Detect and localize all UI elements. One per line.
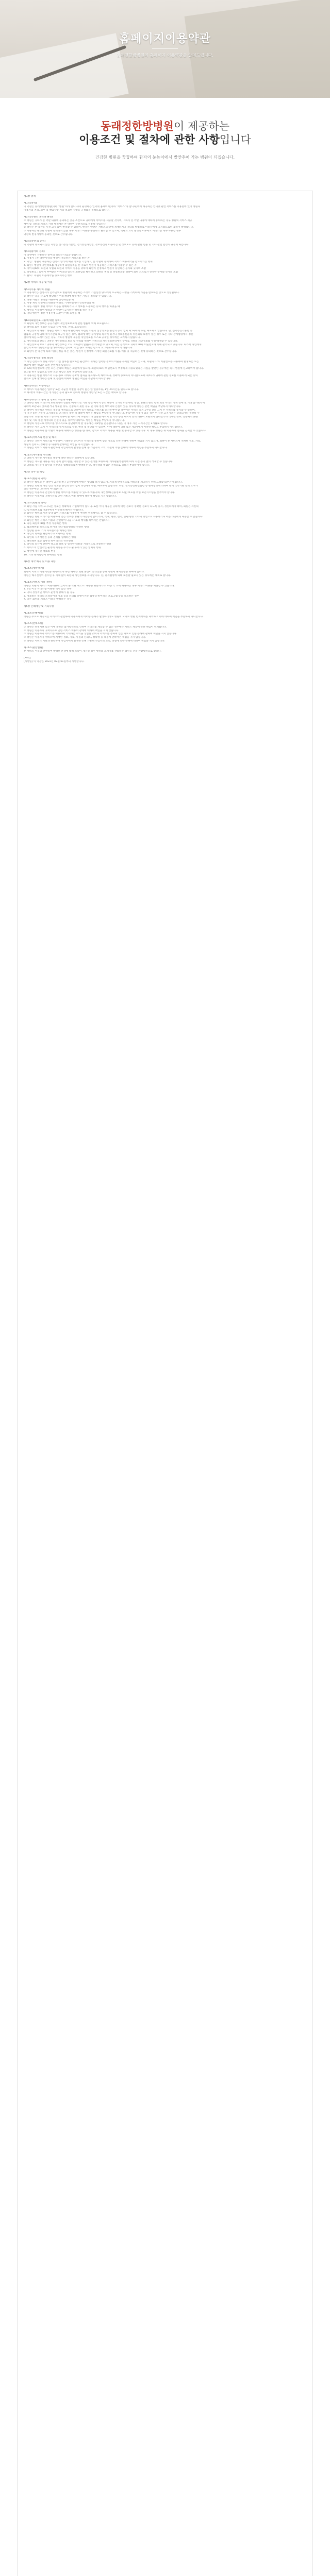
- terms-line: 8. 서비스의 안전적인 운영에 지장을 주거나 줄 우려가 있는 일체의 행위: [24, 547, 101, 550]
- terms-line: ④ 병원은 이용자가 서비스에 게재한 정보, 자료, 사실의 신뢰도, 정확성 등 내용에 관하여는 책임을 지지 않습니다.: [24, 636, 146, 639]
- terms-line: ① 귀하가 게시한 게시물의 내용에 대한 권리는 귀하에게 있습니다.: [24, 457, 95, 460]
- terms-line: ③ 병원은 이용자가 서비스를 이용하여 기대하는 수익을 상실한 것이나 서비스를 통하여 얻은 자료로 인한 손해에 관하여 책임을 지지 않습니다.: [24, 633, 177, 636]
- terms-spacer: [24, 450, 306, 454]
- terms-line: 이용자의 권리, 의무 및 책임사항 기타 필요한 사항을 규정함을 목적으로 합니다.: [24, 209, 110, 212]
- intro-description: 건강한 병원을 꿈꿉하여 환자의 눈높이에서 발맞추어 가는 병원이 되겠습니다.: [95, 155, 235, 160]
- terms-line: ② 병원은 이용자의 귀책사유로 인한 서비스 이용의 장애에 대하여 책임을 지지 않습니다.: [24, 629, 119, 632]
- terms-line: ① 서비스 이용시간은 업무상 또는 기술상 특별한 지장이 없는 한 연중무휴, 1일 24시간을 원칙으로 합니다.: [24, 388, 139, 391]
- terms-line: 5. 타인의 지적재산권 등의 권리를 침해하는 행위: [24, 536, 76, 539]
- terms-spacer: [24, 467, 306, 471]
- terms-line: ④ 병원은 이용자의 귀책사유로 인한 서비스 이용 장애에 대하여 책임을 지지 않습니다.: [24, 495, 117, 498]
- terms-line: ③ 병원의 사정으로 서비스를 영구적으로 중단하여야 할 경우에는 제2항을 준용합니다. 다만, 이 경우 사전 고지기간은 1개월로 합니다.: [24, 422, 169, 426]
- page-subtitle: 동래전한방병원의 홈페이지 이용약관을 알려드립니다.: [117, 53, 213, 58]
- terms-line: 7. 타인의 의사에 반하여 광고성 정보 등 일정한 내용을 지속적으로 전송하는 행위: [24, 543, 111, 546]
- terms-line: 의하여 보관되지 못하였거나 삭제된 경우, 전송되지 못한 경우 및 기타 통신 데이터의 손실이 있을 경우에 병원은 관련 책임을 부담하지 아니합니다.: [24, 405, 182, 408]
- hero-banner: [0, 0, 330, 98]
- terms-spacer: [24, 474, 306, 478]
- terms-line: ④ 병원은 사전 고지 후 서비스를 일시적으로 수정, 변경 및 중단할 수 있으며, 이에 대하여 귀하 또는 제3자에게 어떠한 책임도 부담하지 아니합니다.: [24, 426, 183, 429]
- terms-line: 절차에 따른 요청이 있는 경우, 귀하가 병원에 제공한 개인정보를 스스로 공개한 경우에는 그러하지 않습니다.: [24, 336, 141, 340]
- terms-heading: 제1장 총칙: [24, 195, 36, 198]
- terms-line: 신고를 하지 않음으로 인한 모든 책임은 회원 본인에게 있습니다.: [24, 371, 93, 374]
- terms-line: 1. 다른 사람의 명의를 사용하여 신청하였을 때: [24, 298, 74, 301]
- terms-spacer: [24, 578, 306, 581]
- terms-heading: 제9조(서비스의 중지 및 정보의 저장과 사용): [24, 398, 72, 401]
- terms-spacer: [24, 602, 306, 605]
- intro-heading-line1-rest: 이 제공하는: [173, 120, 230, 132]
- intro-section: [0, 98, 330, 191]
- terms-spacer: [24, 643, 306, 647]
- terms-line: 2. 기타 정상적인 서비스 운영에 방해가 될 경우: [24, 591, 75, 595]
- terms-heading: 제18조(관할법원): [24, 647, 43, 650]
- terms-spacer: [24, 212, 306, 216]
- terms-line: 4. 타인의 명예를 훼손하거나 모욕하는 행위: [24, 533, 71, 536]
- terms-line: 6. 탈퇴 : 회원이 이용계약을 종료시키는 행위: [24, 274, 73, 277]
- terms-line: 4. 아이디(ID) : 회원의 식별과 회원의 서비스 이용을 위하여 회원이 선정하고 병원이 승인하는 문자와 숫자의 조합: [24, 267, 146, 270]
- terms-spacer: [24, 395, 306, 399]
- terms-line: ① 이용계약은 신청자가 온라인으로 병원에서 제공하는 소정의 가입신청 양식에서 요구하는 사항을 기록하여 가입을 완료하는 것으로 성립됩니다.: [24, 292, 180, 295]
- terms-spacer: [24, 354, 306, 358]
- terms-line: ① 병원은 천재지변 또는 이에 준하는 불가항력으로 인하여 서비스를 제공할 수 없는 경우에는 서비스 제공에 관한 책임이 면제됩니다.: [24, 625, 167, 629]
- terms-line: 본인의 ID와 비밀번호를 알려주어서는 안되며, 작업 종료 시에는 반드시 로그아웃 해 주시기 바랍니다.: [24, 347, 133, 350]
- terms-line: 법률의 규정에 의해 국가기관의 요구가 있는 경우, 범죄에 대한 수사상의 목적이 있거나 정보통신윤리 위원회의 요청이 있는 경우 또는 기타 관계법령에서 정한: [24, 333, 193, 336]
- terms-heading: 제4장 계약 해지 및 이용 제한: [24, 560, 56, 563]
- terms-spacer: [24, 236, 306, 240]
- terms-line: 2. 개인정보의 관리 : 귀하는 개인정보의 보호 및 관리를 위하여 서비스의 개인정보관리에서 수시로 귀하의 개인정보를 수정/삭제할 수 있습니다.: [24, 340, 178, 343]
- terms-heading: 제17조(면책조항): [24, 622, 43, 625]
- terms-line: 1. 2년 이상 서비스를 이용한 적이 없는 경우: [24, 588, 72, 591]
- terms-line: 사실의 신뢰도, 정확성 등 내용에 관하여는 책임을 지지 않습니다.: [24, 443, 94, 446]
- terms-line: 4. 병원을 이용하여 법령과 본 약관이 금지하는 행위를 하는 경우: [24, 309, 93, 312]
- terms-line: ③ 이용자는 변경된 약관에 동의하지 않을 경우 서비스 이용을 중단하고 탈퇴할 수 있으며, 약관의 효력 발생일 이후에도 서비스를 계속 사용할 경우: [24, 229, 182, 232]
- title-divider: [152, 48, 178, 49]
- terms-line: ① 귀하는 병원 서비스에 보관되거나 전달된 메시지 및 기타 통신 메시지 등의 내용이 국가의 비상사태, 정전, 병원의 관리 범위 외의 서비스 설비 장애 및 기타 불가항력에: [24, 402, 205, 405]
- terms-line: ③ 회원이 본 약관에 따라 이용신청을 하는 것은, 병원이 신청서에 기재된 회원정보를 수집, 이용 및 제공하는 것에 동의하는 것으로 간주됩니다.: [24, 350, 177, 353]
- intro-heading-line2: [0, 133, 330, 146]
- terms-line: ② 제1항의 이용시간은 정기점검 등의 필요로 인하여 병원이 정한 날 또는 시간은 예외로 합니다.: [24, 392, 127, 395]
- hospital-name: 동래정한방병원: [100, 120, 174, 132]
- terms-heading: 제16조(손해배상): [24, 612, 43, 615]
- terms-heading: 제3조(약관 외 준칙): [24, 240, 46, 243]
- terms-line: 3. 선량한 풍속, 기타 사회질서를 해하는 행위: [24, 529, 73, 532]
- terms-spacer: [24, 278, 306, 282]
- terms-line: ③ 이용자는 병원 서비스의 사용 종료 시마다 정확히 접속을 종료하도록 해야 하며, 정확히 종료하지 아니함으로써 제3자가 귀하에 관한 정보를 이용하게 되는 등의: [24, 374, 198, 377]
- terms-line: 행위 및 귀하의 서비스 사용 행위에는 본 약관이 우선적으로 적용될 것입니다.: [24, 223, 107, 226]
- terms-heading: 제5조(이용 계약의 성립): [24, 288, 51, 291]
- terms-line: 결과에 대한 책임은 회원 본인에게 있습니다.: [24, 364, 72, 367]
- terms-line: 3. 회원 : 병원에 개인정보를 제공하여 회원등록을 한 자로서 병원이 제공하는 서비스를 이용할 수 있는 자: [24, 264, 137, 267]
- terms-line: 10. 기타 관계법령에 위배되는 행위: [24, 553, 62, 556]
- terms-spacer: [24, 247, 306, 250]
- terms-line: ⑤ 병원은 서비스 이용과 관련하여 가입자에게 발생한 손해 가운데 가입자의 고의, 과실에 의한 손해에 대하여 책임을 지지 않습니다.: [24, 639, 166, 642]
- terms-line: 이 약관에서 사용하는 용어의 정의는 다음과 같습니다.: [24, 253, 82, 257]
- terms-heading: 제2조(약관의 효력과 변경): [24, 216, 53, 219]
- terms-line: ② 회원은 병원의 사전 승낙 없이 서비스를 이용하여 어떠한 영리행위도 할 수 없습니다.: [24, 512, 118, 515]
- terms-line: 1. 이용자 : 본 약관에 따라 병원이 제공하는 서비스를 받는 자: [24, 257, 90, 260]
- terms-line: 6. 해킹행위 또는 컴퓨터 바이러스의 유포행위: [24, 539, 73, 543]
- terms-line: ② 병원은 다음 각 호에 해당하는 이용계약에 대하여는 가입을 취소할 수 있습니다.: [24, 295, 112, 298]
- terms-line: 결과로 인해 발생하는 손해 및 손실에 대하여 병원은 책임을 부담하지 아니합니다.: [24, 378, 111, 381]
- terms-line: (시행일) 이 약관은 2022년 09월 01일부터 시행합니다.: [24, 660, 85, 663]
- terms-heading: 제5장 손해배상 및 기타사항: [24, 605, 54, 608]
- terms-line: ① 병원은 귀하가 서비스를 이용하여 기대하는 손익이나 서비스를 통하여 얻은 자료로 인한 손해에 관하여 책임을 지지 않으며, 회원이 본 서비스에 게재한 정보, 자료,: [24, 439, 201, 443]
- terms-content-box[interactable]: [17, 191, 313, 2576]
- terms-heading: 제14조(계약 해지): [24, 567, 44, 570]
- terms-line: 4. 다른 회원의 서비스 이용을 방해하는 경우: [24, 598, 72, 601]
- terms-line: 있는 경우에는 그러하지 아니합니다.: [24, 488, 63, 491]
- terms-line: ② ID와 비밀번호에 관한 모든 관리의 책임은 회원에게 있으며, 회원의 ID나 비밀번호가 부정하게 사용되었다는 사실을 발견한 경우에는 즉시 병원에 신고하여야 합니다.: [24, 367, 204, 370]
- terms-line: 이 약관에 명시되지 않은 사항은 전기통신기본법, 전기통신사업법, 정보통신망 이용촉진 및 정보보호 등에 관한 법률 및 기타 관련 법령의 규정에 따릅니다.: [24, 243, 189, 246]
- terms-line: 경우 및 기타 통신 데이터의 손실이 있을 경우에 대하여도 병원은 책임을 부담하지 아니합니다.: [24, 419, 125, 422]
- terms-heading: 제15조(서비스 이용 제한): [24, 581, 52, 584]
- terms-line: ③ 귀하의 게시물이 타인의 저작권을 침해함으로써 발생하는 민, 형사상의 책임은 전적으로 귀하가 부담하여야 합니다.: [24, 464, 150, 467]
- terms-line: 3. 개인정보의 보호 : 귀하의 개인정보는 오직 귀하만이 열람/수정/삭제할 수 있으며, 이는 전적으로 귀하의 ID와 비밀번호에 의해 관리되고 있습니다. 따라서 타인에게: [24, 343, 202, 346]
- terms-heading: 제3장 의무 및 책임: [24, 471, 45, 473]
- terms-line: 이 기간 동안 귀하가 고지내용을 인지하지 못한 데 대하여 병원은 책임을 부담하지 아니합니다. 부득이한 사정이 있을 경우 위 사전 고지기간은 감축되거나 생략될 수: [24, 412, 200, 415]
- terms-line: ② 병원이 정상적인 서비스 제공의 어려움으로 인하여 일시적으로 서비스를 중지하여야 할 경우에는 서비스 중지 1주일 전의 고지 후 서비스를 중지할 수 있으며,: [24, 409, 195, 412]
- terms-line: 1. 다른 회원의 ID를 부정 사용하는 행위: [24, 522, 67, 526]
- terms-spacer: [24, 564, 306, 568]
- terms-spacer: [24, 499, 306, 502]
- terms-spacer: [24, 199, 306, 202]
- terms-line: ① 회원의 개인정보는 공공기관의 개인정보보호에 관한 법률에 의해 보호됩니다.: [24, 323, 110, 326]
- terms-spacer: [24, 381, 306, 385]
- terms-heading: 제6조(회원정보 사용에 대한 동의): [24, 319, 61, 322]
- terms-line: ① 병원은 귀하가 본 약관 내용에 동의하는 것을 조건으로 귀하에게 서비스를 제공할 것이며, 귀하가 본 약관 내용에 대하여 동의하는 경우 병원의 서비스 제공: [24, 219, 192, 222]
- terms-line: 이 약관은 동래정한방병원(이하 "병원"이라 합니다)이 운영하는 인터넷 홈페이지(이하 "서비스"라 합니다)에서 제공하는 인터넷 관련 서비스를 이용함에 있어 병원과: [24, 206, 200, 209]
- terms-spacer: [24, 653, 306, 657]
- terms-line: 회원이 서비스 이용계약을 해지하고자 하는 때에는 회원 본인이 온라인을 통해 병원에 해지신청을 하여야 합니다.: [24, 570, 145, 573]
- terms-line: 병원은 무료로 제공되는 서비스와 관련하여 이용자에게 어떠한 손해가 발생하더라도 병원이 고의로 행한 범죄행위를 제외하고 이에 대하여 책임을 부담하지 아니합니다.: [24, 615, 204, 618]
- terms-heading: 제10조(서비스의 변경 및 해지): [24, 436, 58, 439]
- terms-line: 병원은 해지신청이 접수된 후 지체 없이 회원의 개인정보를 파기합니다. 단, 관계법령에 의해 보존할 필요가 있는 경우에는 예외로 합니다.: [24, 574, 171, 577]
- terms-heading: 제11조(게시물의 저작권): [24, 453, 52, 456]
- terms-line: ② 병원은 서비스 이용과 관련하여 가입자에게 발생한 손해 중 가입자의 고의, 과실에 의한 손해에 대하여 책임을 부담하지 아니합니다.: [24, 447, 168, 450]
- terms-line: ① 회원 가입 시에 요구되는 정보는 정확하게 기입하여야 합니다. 또한 이미 제공된 귀하에 대한 정보가 정확한 정보가 되도록 유지, 갱신하여야 하며, 회원은 자신의: [24, 505, 199, 508]
- terms-heading: 제4조(용어의 정의): [24, 250, 45, 253]
- intro-heading-line2-rest: 입니다: [219, 133, 251, 146]
- terms-line: ② 병원은 회원의 개인 신상 정보를 본인의 승낙 없이 타인에게 누설, 배포하지 않습니다. 다만, 전기통신관련법령 등 관계법령에 의하여 관계 국가기관 등의 요구가: [24, 484, 198, 487]
- page-title: 홈페이지이용약관: [119, 32, 211, 45]
- terms-spacer: [24, 433, 306, 436]
- terms-line: 있습니다. 또한 위 서비스 중지에 의하여 본 서비스에 보관되거나 전달된 메시지 및 기타 통신 메시지 등의 내용이 보관되지 못하였거나 삭제된 경우, 전송되지 못한: [24, 416, 198, 418]
- terms-spacer: [24, 619, 306, 623]
- terms-line: 5. 비밀번호 : 회원이 부여받은 아이디와 일치된 회원임을 확인하고 회원의 권익 및 비밀보호를 위하여 회원 스스로가 선정한 문자와 숫자의 조합: [24, 271, 178, 274]
- terms-heading: 제7조(사용자의 정보 보안): [24, 357, 53, 360]
- terms-heading: 제1조(목적): [24, 202, 37, 205]
- intro-heading-line1: [0, 120, 330, 133]
- terms-heading: [부칙]: [24, 657, 31, 660]
- terms-line: ② 병원은 본 약관을 사전 고지 없이 변경할 수 있으며, 변경된 약관은 서비스 화면에 게재하거나 기타의 방법으로 이용자에게 공지함으로써 효력이 발생합니다.: [24, 226, 194, 229]
- terms-line: ① 가입 신청자가 병원 서비스 가입 절차를 완료하는 순간부터 귀하는 입력한 정보의 비밀을 유지할 책임이 있으며, 회원의 ID와 비밀번호를 사용하여 발생하는 모든: [24, 361, 199, 363]
- terms-line: 2. 범죄행위를 목적으로 하거나 기타 범죄행위와 관련된 행위: [24, 526, 89, 529]
- intro-heading-emphasis: 이용조건 및 절차에 관한 사항: [79, 133, 220, 146]
- terms-line: 병원은 회원이 서비스 이용내용에 있어서 본 약관 제13조 내용을 위반하거나, 다음 각 호에 해당하는 경우 서비스 이용을 제한할 수 있습니다.: [24, 584, 175, 587]
- terms-line: ② 병원의 회원 정보는 다음과 같이 사용, 관리, 보호됩니다.: [24, 326, 88, 329]
- terms-line: 5. 기타 병원이 정한 이용신청 요건이 미비 되었을 때: [24, 312, 80, 315]
- terms-line: 약관의 변경사항에 동의한 것으로 간주됩니다.: [24, 233, 73, 236]
- terms-spacer: [24, 557, 306, 561]
- terms-line: ⑤ 병원은 이용자가 본 약관의 내용에 위배되는 행동을 한 경우, 임의로 서비스 사용을 제한 및 중지할 수 있습니다. 이 경우 병원은 위 이용자의 접속을 금지할 수 있습니다.: [24, 429, 207, 432]
- terms-line: 3. 정보통신 설비의 오작동이나 정보 등의 파괴를 유발시키는 컴퓨터 바이러스 프로그램 등을 유포하는 경우: [24, 595, 139, 598]
- terms-line: ② 병원은 게시된 내용을 사전 통지 없이 편집, 이동할 수 있는 권리를 보유하며, 게시판운영원칙에 따라 사전 통지 없이 삭제할 수 있습니다.: [24, 460, 173, 463]
- terms-spacer: [24, 285, 306, 289]
- terms-line: ① 병원은 법령과 본 약관이 금지하거나 공서양속에 반하는 행위를 하지 않으며, 지속적·안정적으로 서비스를 제공하기 위해 노력할 의무가 있습니다.: [24, 481, 183, 484]
- terms-heading: 제13조(회원의 의무): [24, 502, 46, 505]
- terms-line: 본 서비스 이용과 관련하여 발생한 분쟁에 대해 소송이 제기될 경우 병원의 소재지를 관할하는 법원을 전속 관할법원으로 합니다.: [24, 650, 161, 653]
- terms-line: ④ 회원은 병원 서비스 이용과 관련하여 다음 각 호의 행위를 하여서는 안됩니다.: [24, 519, 110, 522]
- terms-heading: 제8조(서비스 이용시간): [24, 384, 50, 387]
- terms-line: 1. 개인정보의 사용 : 병원은 서비스 제공과 관련해서 수집된 회원의 신상정보를 본인의 승낙 없이 제3자에게 누설, 배포하지 않습니다. 단, 전기통신기본법 등: [24, 329, 192, 332]
- terms-line: 3. 다른 사람의 병원 서비스 이용을 방해하거나 그 정보를 도용하는 등의 행위를 하였을 때: [24, 306, 120, 308]
- terms-line: ③ 병원은 이용자가 안전하게 병원 서비스를 이용할 수 있도록 이용자의 개인정보(신용정보 포함) 보호를 위한 보안시스템을 갖추어야 합니다.: [24, 492, 175, 495]
- terms-line: 2. 가입 : 병원이 제공하는 신청서 양식에 해당 정보를 기입하고, 본 약관에 동의하여 서비스 이용계약을 완료시키는 행위: [24, 261, 153, 264]
- terms-line: ID 및 비밀번호를 제3자에게 이용하게 해서는 안됩니다.: [24, 509, 84, 512]
- terms-heading: 제2장 서비스 제공 및 이용: [24, 281, 53, 284]
- terms-spacer: [24, 316, 306, 319]
- terms-line: 2. 이용 계약 신청서의 내용을 허위로 기재하였거나 신청하였을 때: [24, 302, 95, 305]
- terms-heading: 제12조(병원의 의무): [24, 478, 46, 481]
- hero-background-desk: [185, 0, 330, 98]
- terms-line: 9. 병원에 게시된 정보의 변경: [24, 550, 56, 553]
- terms-spacer: [24, 609, 306, 613]
- terms-line: ③ 회원은 병원 서비스를 이용하여 얻은 정보를 병원의 사전승낙 없이 복사, 복제, 변경, 번역, 출판·방송 기타의 방법으로 사용하거나 이를 타인에게 제공할 수 없습니다.: [24, 515, 204, 518]
